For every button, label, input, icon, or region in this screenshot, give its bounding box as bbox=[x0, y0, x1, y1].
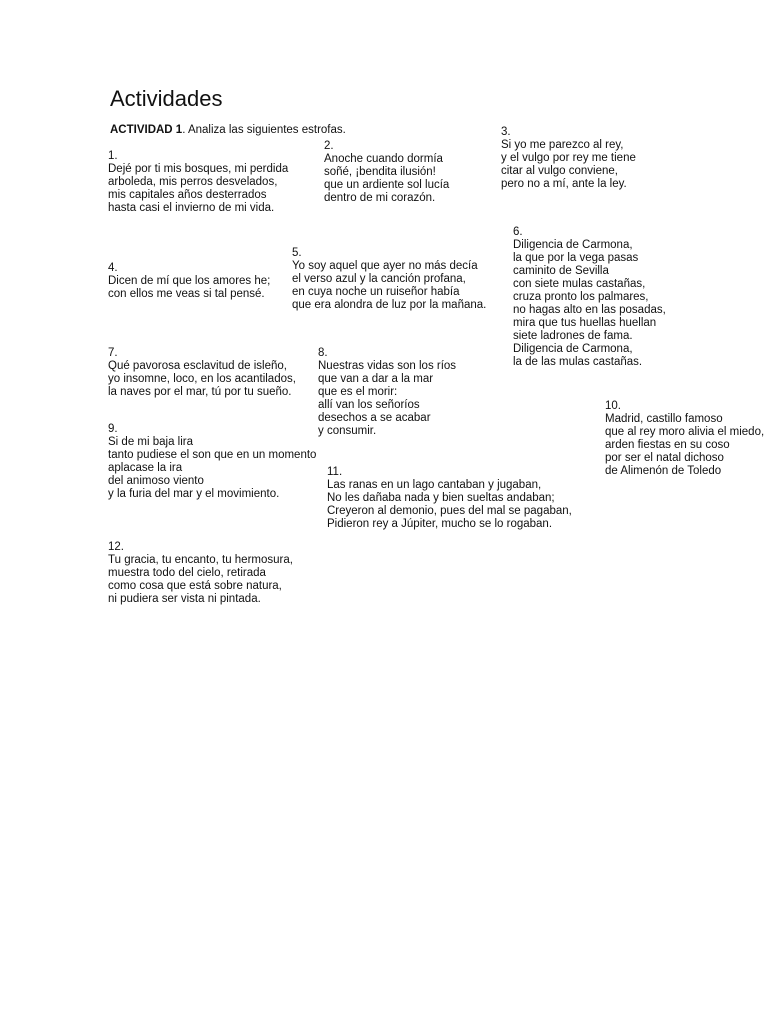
stanza-12 bbox=[108, 541, 293, 606]
verse-line: que era alondra de luz por la mañana. bbox=[292, 299, 487, 311]
stanza-number: 10. bbox=[605, 400, 621, 412]
stanza-2 bbox=[324, 140, 449, 205]
verse-line: muestra todo del cielo, retirada bbox=[108, 567, 266, 579]
verse-line: de Alimenón de Toledo bbox=[605, 465, 722, 477]
stanza-7 bbox=[108, 347, 296, 399]
verse-line: Dejé por ti mis bosques, mi perdida bbox=[108, 163, 289, 175]
verse-line: que al rey moro alivia el miedo, bbox=[605, 426, 765, 438]
verse-line: tanto pudiese el son que en un momento bbox=[108, 449, 317, 461]
verse-line: del animoso viento bbox=[108, 475, 204, 487]
verse-line: Si de mi baja lira bbox=[108, 436, 194, 448]
verse-line: que van a dar a la mar bbox=[318, 373, 434, 385]
verse-line: la de las mulas castañas. bbox=[513, 356, 643, 368]
verse-line: dentro de mi corazón. bbox=[324, 192, 436, 204]
verse-line: y el vulgo por rey me tiene bbox=[501, 152, 636, 164]
activity-instruction bbox=[110, 124, 346, 137]
verse-line: Creyeron al demonio, pues del mal se pagaban, bbox=[327, 505, 572, 517]
stanza-number: 5. bbox=[292, 247, 302, 259]
verse-line: No les dañaba nada y bien sueltas andaban; bbox=[327, 492, 555, 504]
stanza-number: 11. bbox=[327, 466, 343, 478]
verse-line: el verso azul y la canción profana, bbox=[292, 273, 466, 285]
verse-line: la naves por el mar, tú por tu sueño. bbox=[108, 386, 292, 398]
stanza-6 bbox=[513, 226, 666, 369]
verse-line: Nuestras vidas son los ríos bbox=[318, 360, 457, 372]
verse-line: siete ladrones de fama. bbox=[513, 330, 633, 342]
verse-line: cruza pronto los palmares, bbox=[513, 291, 649, 303]
stanza-4 bbox=[108, 262, 270, 301]
verse-line: y consumir. bbox=[318, 425, 377, 437]
verse-line: aplacase la ira bbox=[108, 462, 183, 474]
verse-line: Qué pavorosa esclavitud de isleño, bbox=[108, 360, 287, 372]
page-title: Actividades bbox=[110, 86, 223, 111]
verse-line: hasta casi el invierno de mi vida. bbox=[108, 202, 275, 214]
activity-label: ACTIVIDAD 1 bbox=[110, 124, 183, 136]
verse-line: Anoche cuando dormía bbox=[324, 153, 443, 165]
verse-line: pero no a mí, ante la ley. bbox=[501, 178, 627, 190]
verse-line: allí van los señoríos bbox=[318, 399, 420, 411]
stanza-number: 9. bbox=[108, 423, 118, 435]
stanza-number: 7. bbox=[108, 347, 118, 359]
verse-line: que es el morir: bbox=[318, 386, 398, 398]
verse-line: con ellos me veas si tal pensé. bbox=[108, 288, 265, 300]
stanza-number: 12. bbox=[108, 541, 124, 553]
verse-line: Pidieron rey a Júpiter, mucho se lo rogaban. bbox=[327, 518, 553, 530]
stanza-9 bbox=[108, 423, 316, 501]
verse-line: Dicen de mí que los amores he; bbox=[108, 275, 271, 287]
verse-line: Las ranas en un lago cantaban y jugaban, bbox=[327, 479, 542, 491]
verse-line: con siete mulas castañas, bbox=[513, 278, 646, 290]
verse-line: Madrid, castillo famoso bbox=[605, 413, 723, 425]
stanza-number: 2. bbox=[324, 140, 334, 152]
verse-line: desechos a se acabar bbox=[318, 412, 431, 424]
verse-line: Si yo me parezco al rey, bbox=[501, 139, 624, 151]
verse-line: Diligencia de Carmona, bbox=[513, 239, 633, 251]
verse-line: ni pudiera ser vista ni pintada. bbox=[108, 593, 261, 605]
stanza-8 bbox=[318, 347, 456, 438]
verse-line: arden fiestas en su coso bbox=[605, 439, 730, 451]
verse-line: citar al vulgo conviene, bbox=[501, 165, 618, 177]
verse-line: caminito de Sevilla bbox=[513, 265, 609, 277]
stanza-1 bbox=[108, 150, 288, 215]
verse-line: mis capitales años desterrados bbox=[108, 189, 267, 201]
activity-text: . Analiza las siguientes estrofas. bbox=[182, 124, 346, 136]
stanza-number: 8. bbox=[318, 347, 328, 359]
verse-line: no hagas alto en las posadas, bbox=[513, 304, 666, 316]
verse-line: y la furia del mar y el movimiento. bbox=[108, 488, 280, 500]
stanza-number: 6. bbox=[513, 226, 523, 238]
stanza-5 bbox=[292, 247, 486, 312]
verse-line: Tu gracia, tu encanto, tu hermosura, bbox=[108, 554, 293, 566]
stanza-number: 3. bbox=[501, 126, 511, 138]
verse-line: soñé, ¡bendita ilusión! bbox=[324, 166, 436, 178]
verse-line: arboleda, mis perros desvelados, bbox=[108, 176, 278, 188]
verse-line: en cuya noche un ruiseñor había bbox=[292, 286, 460, 298]
verse-line: la que por la vega pasas bbox=[513, 252, 639, 264]
stanza-number: 4. bbox=[108, 262, 118, 274]
verse-line: como cosa que está sobre natura, bbox=[108, 580, 282, 592]
stanza-10 bbox=[605, 400, 764, 478]
verse-line: Yo soy aquel que ayer no más decía bbox=[292, 260, 478, 272]
stanza-number: 1. bbox=[108, 150, 118, 162]
stanza-3 bbox=[501, 126, 636, 191]
verse-line: por ser el natal dichoso bbox=[605, 452, 724, 464]
verse-line: Diligencia de Carmona, bbox=[513, 343, 633, 355]
verse-line: que un ardiente sol lucía bbox=[324, 179, 450, 191]
verse-line: yo insomne, loco, en los acantilados, bbox=[108, 373, 296, 385]
verse-line: mira que tus huellas huellan bbox=[513, 317, 657, 329]
stanza-11 bbox=[327, 466, 572, 531]
